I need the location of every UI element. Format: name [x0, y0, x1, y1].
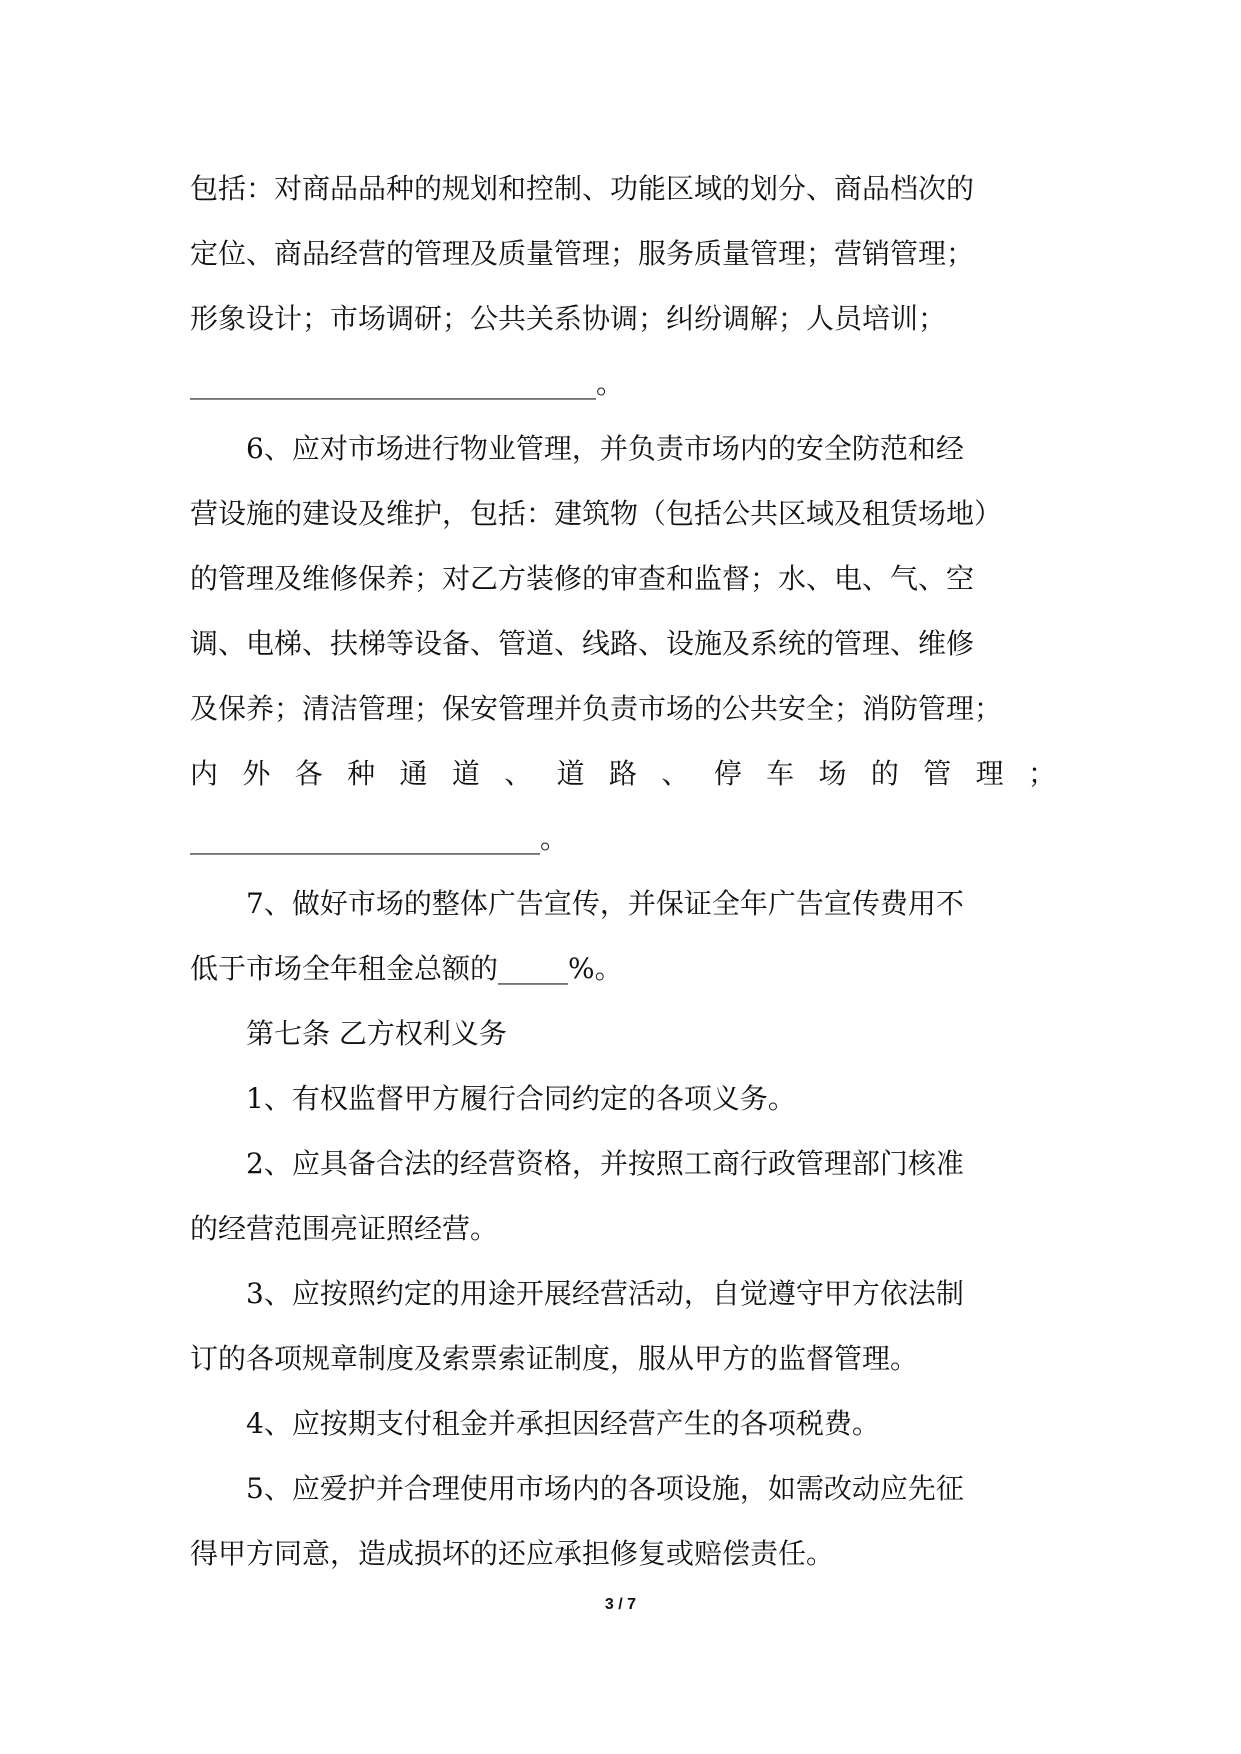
- blank-fill-line: _____________________________。: [190, 367, 625, 400]
- item-3-line: 3、应按照约定的用途开展经营活动，自觉遵守甲方依法制: [246, 1277, 964, 1310]
- item-5-line: 5、应爱护并合理使用市场内的各项设施，如需改动应先征: [246, 1472, 964, 1505]
- text-line: 形象设计；市场调研；公共关系协调；纠纷调解；人员培训；: [190, 302, 947, 335]
- text-line: 包括：对商品品种的规划和控制、功能区域的划分、商品档次的: [190, 172, 975, 205]
- text-line: 订的各项规章制度及索票索证制度，服从甲方的监督管理。: [190, 1342, 919, 1375]
- text-line: 的经营范围亮证照经营。: [190, 1212, 499, 1245]
- text-line: 的管理及维修保养；对乙方装修的审查和监督；水、电、气、空: [190, 562, 975, 595]
- text-line: 及保养；清洁管理；保安管理并负责市场的公共安全；消防管理；: [190, 692, 1003, 725]
- blank-fill-line: _________________________。: [190, 822, 569, 855]
- text-line: 营设施的建设及维护，包括：建筑物（包括公共区域及租赁场地）: [190, 497, 1003, 530]
- clause-6-heading-line: 6、应对市场进行物业管理，并负责市场内的安全防范和经: [246, 432, 964, 465]
- text-line: 调、电梯、扶梯等设备、管道、线路、设施及系统的管理、维修: [190, 627, 975, 660]
- document-body: [190, 156, 1056, 1586]
- article-7-title: 第七条 乙方权利义务: [246, 1017, 507, 1050]
- item-1-line: 1、有权监督甲方履行合同约定的各项义务。: [246, 1082, 796, 1115]
- text-line: 定位、商品经营的管理及质量管理；服务质量管理；营销管理；: [190, 237, 975, 270]
- item-4-line: 4、应按期支付租金并承担因经营产生的各项税费。: [246, 1407, 880, 1440]
- text-line: 得甲方同意，造成损坏的还应承担修复或赔偿责任。: [190, 1537, 835, 1570]
- page-number: 3 / 7: [604, 1596, 637, 1613]
- item-2-line: 2、应具备合法的经营资格，并按照工商行政管理部门核准: [246, 1147, 964, 1180]
- text-line: 低于市场全年租金总额的_____%。: [190, 952, 623, 985]
- clause-7-heading-line: 7、做好市场的整体广告宣传，并保证全年广告宣传费用不: [246, 887, 964, 920]
- justified-text-line: 内外各种通道、道路、停车场的管理；: [190, 757, 1056, 790]
